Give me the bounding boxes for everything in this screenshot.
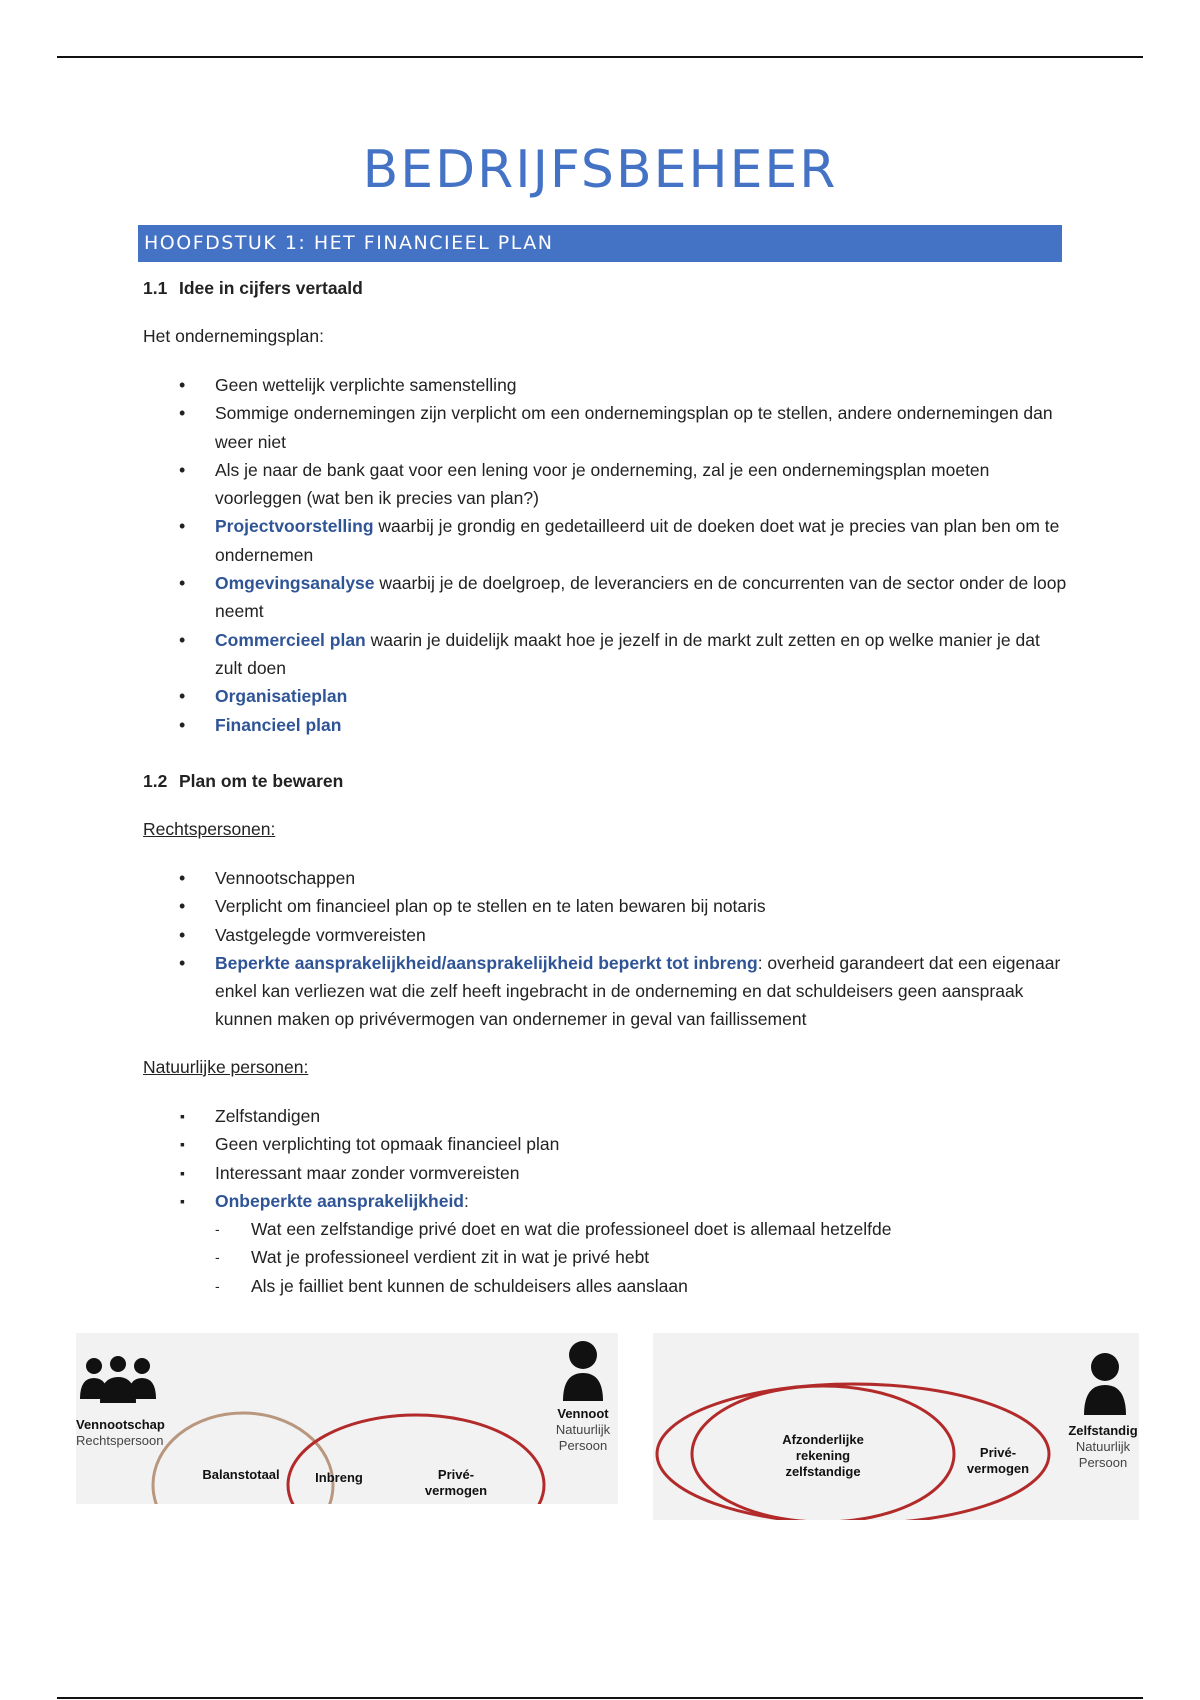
document-title: BEDRIJFSBEHEER: [362, 140, 838, 200]
list-item: [143, 682, 1068, 710]
legal-persons-label: Rechtspersonen:: [143, 819, 276, 839]
highlight-term: Financieel plan: [215, 714, 342, 735]
list-item: ▪ Interessant maar zonder vormvereisten: [143, 1159, 1068, 1187]
sub-list-item: - Als je failliet bent kunnen de schuldeisers alles aanslaan: [215, 1272, 1068, 1300]
figure-company-diagram: [76, 1333, 618, 1504]
list-item: • Geen wettelijk verplichte samenstelling: [143, 371, 1068, 399]
sub-list-item: - Wat je professioneel verdient zit in wat je privé hebt: [215, 1243, 1068, 1271]
partner-label: Vennoot Natuurlijk Persoon: [555, 1406, 611, 1453]
list-item: [143, 711, 1068, 739]
list-item: • Sommige ondernemingen zijn verplicht om een ondernemingsplan op te stellen, andere ondernemingen dan weer niet: [143, 399, 1068, 456]
balance-total-label: Balanstotaal: [202, 1467, 280, 1482]
balance-ellipse: [153, 1413, 333, 1504]
legal-persons-list: [143, 864, 1068, 1034]
contribution-label: Inbreng: [315, 1470, 363, 1485]
list-item: • Projectvoorstelling waarbij je grondig en gedetailleerd uit de doeken doet wat je precies van plan ben om te ondernemen: [143, 512, 1068, 569]
sub-list-item: - Wat een zelfstandige privé doet en wat die professioneel doet is allemaal hetzelfde: [215, 1215, 1068, 1243]
self-employed-label: Zelfstandig Natuurlijk Persoon: [1068, 1423, 1138, 1470]
sub-list-container: [143, 1215, 1068, 1300]
person-icon: [1084, 1353, 1126, 1415]
list-item: • Vennootschappen: [143, 864, 1068, 892]
private-assets-label: Privé- vermogen: [966, 1445, 1030, 1476]
plan-bullet-list: [143, 371, 1068, 739]
section-heading-1-2: [143, 771, 343, 792]
natural-persons-list: [143, 1102, 1068, 1300]
list-item: ▪ Zelfstandigen: [143, 1102, 1068, 1130]
highlight-term: Beperkte aansprakelijkheid/aansprakelijkheid beperkt tot inbreng: [215, 952, 758, 973]
highlight-term: Projectvoorstelling: [215, 516, 374, 537]
company-label: Vennootschap Rechtspersoon: [76, 1417, 165, 1448]
list-item: • Omgevingsanalyse waarbij je de doelgroep, de leveranciers en de concurrenten van de sector onder de loop neemt: [143, 569, 1068, 626]
intro-text: Het ondernemingsplan:: [143, 326, 324, 346]
list-item: • Vastgelegde vormvereisten: [143, 921, 1068, 949]
highlight-term: Commercieel plan: [215, 629, 366, 650]
section-number: 1.1: [143, 278, 168, 298]
list-item: • Verplicht om financieel plan op te stellen en te laten bewaren bij notaris: [143, 892, 1068, 920]
section-title: Plan om te bewaren: [179, 771, 344, 791]
list-item: • Als je naar de bank gaat voor een lening voor je onderneming, zal je een ondernemingsplan moeten voorleggen (wat ben ik precies van plan?): [143, 456, 1068, 513]
list-item: ▪ Onbeperkte aansprakelijkheid:: [143, 1187, 1068, 1215]
person-icon: [563, 1341, 603, 1401]
header-rule: [57, 56, 1143, 58]
section-title: Idee in cijfers vertaald: [179, 278, 363, 298]
figure-self-employed-diagram: [653, 1333, 1139, 1520]
footer-rule: [57, 1697, 1143, 1699]
list-item: ▪ Geen verplichting tot opmaak financieel plan: [143, 1130, 1068, 1158]
highlight-term: Onbeperkte aansprakelijkheid: [215, 1190, 464, 1211]
dash-sub-list: [215, 1215, 1068, 1300]
section-heading-1-1: [143, 278, 363, 299]
highlight-term: Organisatieplan: [215, 686, 348, 707]
list-item: • Commercieel plan waarin je duidelijk maakt hoe je jezelf in de markt zult zetten en op welke manier je dat zult doen: [143, 626, 1068, 683]
group-people-icon: [80, 1356, 156, 1403]
section-number: 1.2: [143, 771, 168, 791]
list-item: • Beperkte aansprakelijkheid/aansprakelijkheid beperkt tot inbreng: overheid garandeert dat een eigenaar enkel kan verliezen wat die zelf heeft ingebracht in de onderneming en dat schuldeisers geen aanspraak kunnen maken op privévermogen van ondernemer in geval van faillissement: [143, 949, 1068, 1034]
highlight-term: Omgevingsanalyse: [215, 573, 375, 594]
private-assets-label: Privé- vermogen: [424, 1467, 488, 1498]
natural-persons-label: Natuurlijke personen:: [143, 1057, 309, 1077]
separate-account-label: Afzonderlijke rekening zelfstandige: [782, 1432, 864, 1479]
chapter-heading: HOOFDSTUK 1: HET FINANCIEEL PLAN: [138, 225, 1062, 262]
